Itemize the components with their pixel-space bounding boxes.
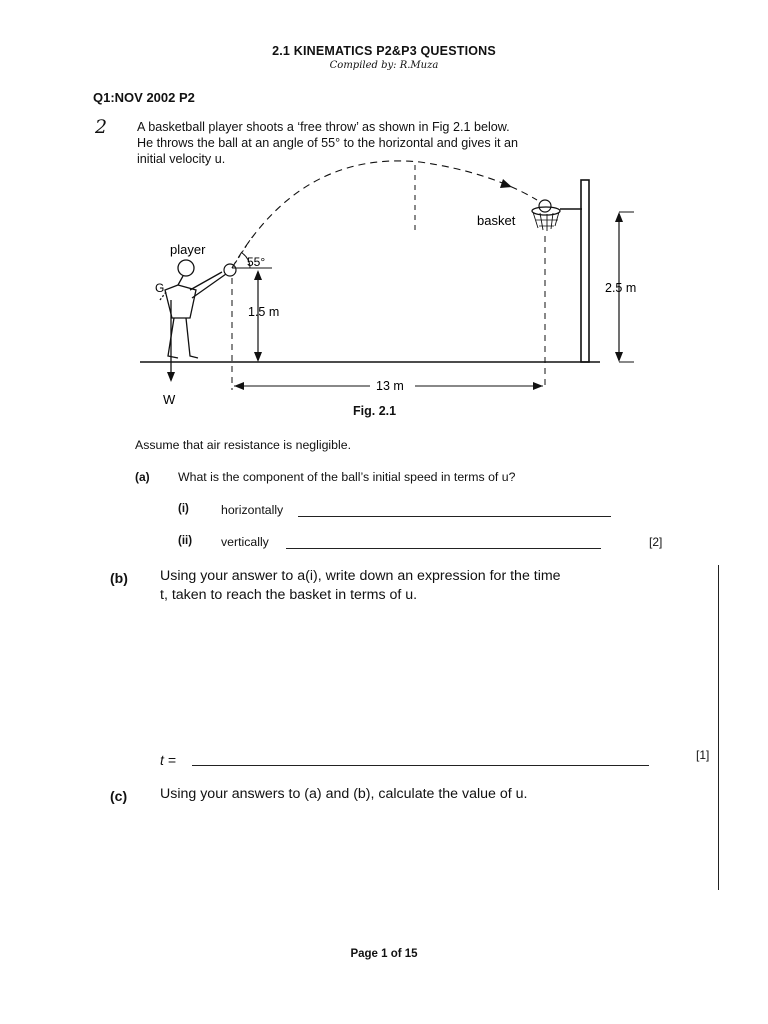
intro-line-1: A basketball player shoots a ‘free throw’ as shown in Fig 2.1 below. (137, 120, 510, 134)
label-angle: 55° (247, 255, 266, 269)
basket-hoop (532, 207, 560, 231)
part-b-marks: [1] (696, 748, 710, 762)
part-a-i-text: horizontally (221, 503, 284, 517)
part-b-question (160, 567, 680, 605)
page-number: Page 1 of 15 (350, 948, 418, 960)
part-a-label: (a) (135, 470, 150, 484)
assumption-text: Assume that air resistance is negligible. (135, 438, 351, 452)
label-basket-height: 2.5 m (605, 281, 637, 295)
label-basket: basket (477, 213, 516, 228)
part-b-answer-prefix: t = (160, 752, 176, 768)
part-a-ii-text: vertically (221, 535, 269, 549)
intro-line-2: He throws the ball at an angle of 55° to the horizontal and gives it an (137, 136, 518, 150)
label-distance: 13 m (376, 379, 404, 393)
answer-line-vertical[interactable] (286, 548, 601, 549)
part-a-i-label: (i) (178, 503, 189, 515)
part-a-ii-label: (ii) (178, 535, 193, 547)
part-c-label: (c) (110, 788, 128, 804)
basket-post (581, 180, 589, 362)
margin-rule (718, 565, 719, 890)
label-release-height: 1.5 m (248, 305, 280, 319)
answer-line-horizontal[interactable] (298, 516, 611, 517)
label-player: player (170, 242, 206, 257)
figure-caption: Fig. 2.1 (353, 404, 397, 418)
part-b-line-2: t, taken to reach the basket in terms of u. (160, 587, 418, 603)
intro-line-3: initial velocity u. (137, 152, 226, 166)
part-a-question: What is the component of the ball’s initial speed in terms of u? (178, 470, 516, 484)
ball-at-basket (539, 200, 551, 212)
question-source-label: Q1:NOV 2002 P2 (93, 90, 195, 105)
part-c-question: Using your answers to (a) and (b), calculate the value of u. (160, 786, 528, 802)
player-figure (160, 260, 226, 358)
label-weight: W (163, 392, 176, 407)
compiled-by-signature: Compiled by: R.Muza (329, 60, 439, 71)
label-centre-of-gravity: G (155, 281, 165, 295)
trajectory-arrow (500, 179, 512, 188)
part-a-marks: [2] (649, 535, 663, 549)
answer-line-time[interactable] (192, 765, 649, 766)
page-title: 2.1 KINEMATICS P2&P3 QUESTIONS (272, 44, 496, 58)
question-number: 2 (95, 116, 108, 138)
part-b-line-1: Using your answer to a(i), write down an expression for the time (160, 568, 561, 584)
part-b-label: (b) (110, 570, 128, 586)
